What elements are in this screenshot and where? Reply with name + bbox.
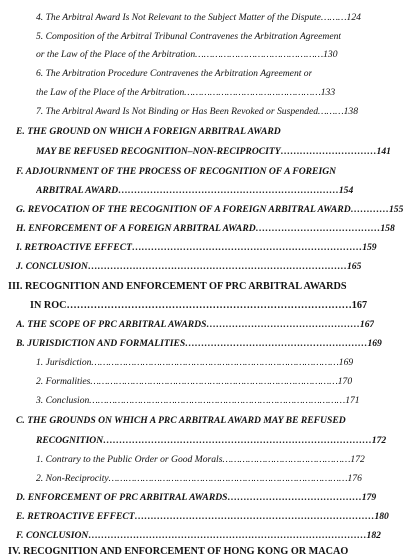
toc-entry: F. CONCLUSION……………………………………………………………………………182 xyxy=(16,530,381,541)
toc-entry: ARBITRAL AWARD……………………………………………………………154 xyxy=(36,185,354,196)
toc-entry: G. REVOCATION OF THE RECOGNITION OF A FOREIGN ARBITRAL AWARD…………155 xyxy=(16,204,404,215)
toc-entry: 2. Non-Reciprocity…………………………………………………………………………176 xyxy=(36,473,362,484)
toc-entry: F. ADJOURNMENT OF THE PROCESS OF RECOGNITION OF A FOREIGN xyxy=(16,166,337,177)
toc-entry: E. RETROACTIVE EFFECT…………………………………………………………………180 xyxy=(16,511,389,522)
toc-entry: or the Law of the Place of the Arbitration………………………………………130 xyxy=(36,49,338,60)
toc-entry: B. JURISDICTION AND FORMALITIES…………………………………………………169 xyxy=(16,338,382,349)
toc-entry: the Law of the Place of the Arbitration…………………………………………133 xyxy=(36,87,336,98)
toc-entry: 1. Contrary to the Public Order or Good Morals………………………………………172 xyxy=(36,454,365,465)
toc-entry: IV. RECOGNITION AND ENFORCEMENT OF HONG KONG OR MACAO xyxy=(8,546,349,557)
toc-entry: MAY BE REFUSED RECOGNITION–NON-RECIPROCITY…………………………141 xyxy=(36,146,391,157)
toc-entry: 5. Composition of the Arbitral Tribunal Contravenes the Arbitration Agreement xyxy=(36,31,342,42)
toc-entry: 7. The Arbitral Award Is Not Binding or Has Been Revoked or Suspended………138 xyxy=(36,106,358,117)
toc-entry: IN ROC…………………………………………………………………………167 xyxy=(30,300,368,311)
toc-entry: H. ENFORCEMENT OF A FOREIGN ARBITRAL AWARD…………………………………158 xyxy=(16,223,395,234)
toc-entry: A. THE SCOPE OF PRC ARBITRAL AWARDS…………………………………………167 xyxy=(16,319,375,330)
toc-entry: 6. The Arbitration Procedure Contravenes the Arbitration Agreement or xyxy=(36,68,313,79)
toc-entry: 3. Conclusion………………………………………………………………………………171 xyxy=(36,395,360,406)
toc-entry: I. RETROACTIVE EFFECT………………………………………………………………159 xyxy=(16,242,377,253)
toc-entry: D. ENFORCEMENT OF PRC ARBITRAL AWARDS……………………………………179 xyxy=(16,492,377,503)
toc-entry: J. CONCLUSION………………………………………………………………………165 xyxy=(16,261,362,272)
toc-entry: RECOGNITION…………………………………………………………………………172 xyxy=(36,435,387,446)
toc-entry: 4. The Arbitral Award Is Not Relevant to the Subject Matter of the Dispute………124 xyxy=(36,12,361,23)
toc-entry: 1. Jurisdiction……………………………………………………………………………169 xyxy=(36,357,354,368)
toc-entry: C. THE GROUNDS ON WHICH A PRC ARBITRAL AWARD MAY BE REFUSED xyxy=(16,415,346,426)
toc-entry: 2. Formalities……………………………………………………………………………170 xyxy=(36,376,353,387)
toc-entry: III. RECOGNITION AND ENFORCEMENT OF PRC ARBITRAL AWARDS xyxy=(8,281,347,292)
toc-entry: E. THE GROUND ON WHICH A FOREIGN ARBITRAL AWARD xyxy=(16,126,281,137)
